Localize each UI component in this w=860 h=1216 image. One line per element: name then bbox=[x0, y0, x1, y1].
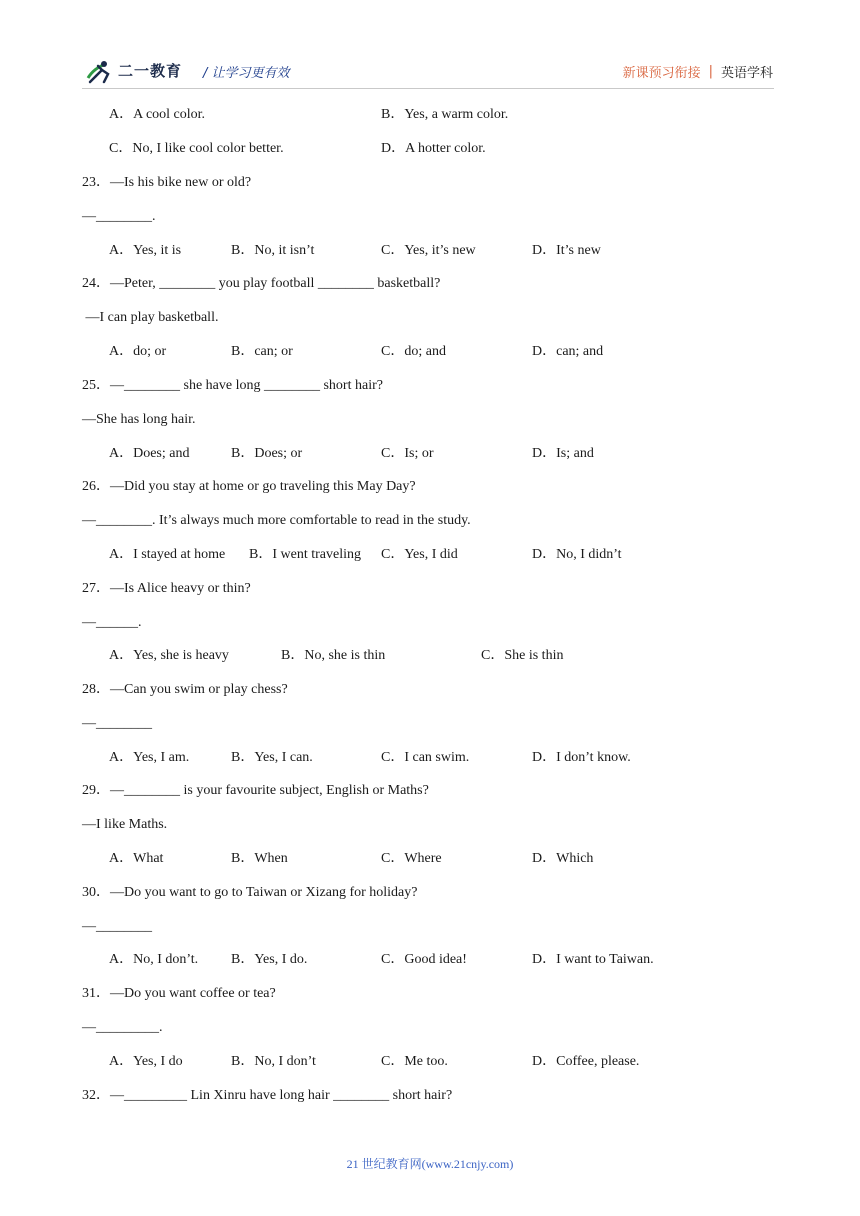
q28-reply: —________ bbox=[82, 716, 152, 731]
q23-option-c: C．Yes, it’s new bbox=[381, 243, 476, 258]
q26-option-c: C．Yes, I did bbox=[381, 547, 458, 562]
q30-option-b: B．Yes, I do. bbox=[231, 952, 308, 967]
q24-stem: 24．—Peter, ________ you play football ________ basketball? bbox=[82, 276, 441, 291]
q23-option-a: A．Yes, it is bbox=[109, 243, 182, 258]
q22-option-c: C．No, I like cool color better. bbox=[109, 141, 284, 156]
header-separator: | bbox=[708, 64, 713, 79]
q24-option-a: A．do; or bbox=[109, 344, 167, 359]
q28-option-c: C．I can swim. bbox=[381, 750, 470, 765]
q30-reply: —________ bbox=[82, 919, 152, 934]
q23-reply: —________. bbox=[82, 209, 156, 224]
q29-option-a: A．What bbox=[109, 851, 164, 866]
q25-stem: 25．—________ she have long ________ short hair? bbox=[82, 378, 383, 393]
q23-stem: 23．—Is his bike new or old? bbox=[82, 175, 252, 190]
q24-option-d: D．can; and bbox=[532, 344, 604, 359]
slogan: / 让学习更有效 bbox=[203, 66, 290, 81]
q27-option-a: A．Yes, she is heavy bbox=[109, 648, 229, 663]
q27-option-c: C．She is thin bbox=[481, 648, 564, 663]
q26-option-a: A．I stayed at home bbox=[109, 547, 226, 562]
q29-reply: —I like Maths. bbox=[82, 817, 168, 832]
q31-option-d: D．Coffee, please. bbox=[532, 1054, 640, 1069]
q24-option-b: B．can; or bbox=[231, 344, 293, 359]
q29-option-c: C．Where bbox=[381, 851, 442, 866]
q30-option-c: C．Good idea! bbox=[381, 952, 467, 967]
q25-reply: —She has long hair. bbox=[82, 412, 196, 427]
q24-reply: —I can play basketball. bbox=[82, 310, 219, 325]
header-divider bbox=[82, 88, 774, 89]
q30-stem: 30．—Do you want to go to Taiwan or Xizang for holiday? bbox=[82, 885, 418, 900]
q29-stem: 29．—________ is your favourite subject, English or Maths? bbox=[82, 783, 429, 798]
q28-option-d: D．I don’t know. bbox=[532, 750, 631, 765]
q24-option-c: C．do; and bbox=[381, 344, 446, 359]
q29-option-b: B．When bbox=[231, 851, 288, 866]
page-footer: 21 世纪教育网(www.21cnjy.com) bbox=[346, 1157, 514, 1171]
q27-stem: 27．—Is Alice heavy or thin? bbox=[82, 581, 251, 596]
logo-text: 二一教育 bbox=[118, 62, 183, 80]
runner-logo-icon bbox=[84, 56, 118, 90]
q28-option-a: A．Yes, I am. bbox=[109, 750, 190, 765]
header-right bbox=[623, 62, 773, 81]
q25-option-c: C．Is; or bbox=[381, 446, 434, 461]
q27-option-b: B．No, she is thin bbox=[281, 648, 386, 663]
q27-reply: —______. bbox=[82, 615, 142, 630]
q23-option-b: B．No, it isn’t bbox=[231, 243, 315, 258]
page-header bbox=[0, 0, 860, 100]
q28-option-b: B．Yes, I can. bbox=[231, 750, 313, 765]
logo bbox=[84, 56, 194, 90]
q22-option-a: A．A cool color. bbox=[109, 107, 206, 122]
q26-stem: 26．—Did you stay at home or go traveling this May Day? bbox=[82, 479, 416, 494]
q31-option-b: B．No, I don’t bbox=[231, 1054, 316, 1069]
q31-stem: 31．—Do you want coffee or tea? bbox=[82, 986, 276, 1001]
subject-label: 英语学科 bbox=[720, 66, 773, 81]
q25-option-b: B．Does; or bbox=[231, 446, 303, 461]
q22-option-d: D．A hotter color. bbox=[381, 141, 486, 156]
q32-stem: 32．—_________ Lin Xinru have long hair ________ short hair? bbox=[82, 1088, 453, 1103]
q30-option-d: D．I want to Taiwan. bbox=[532, 952, 654, 967]
q25-option-d: D．Is; and bbox=[532, 446, 594, 461]
q26-reply: —________. It’s always much more comfortable to read in the study. bbox=[82, 513, 471, 528]
q29-option-d: D．Which bbox=[532, 851, 594, 866]
q30-option-a: A．No, I don’t. bbox=[109, 952, 199, 967]
q31-option-a: A．Yes, I do bbox=[109, 1054, 183, 1069]
q26-option-b: B．I went traveling bbox=[249, 547, 361, 562]
q22-option-b: B．Yes, a warm color. bbox=[381, 107, 509, 122]
q31-reply: —_________. bbox=[82, 1020, 163, 1035]
q23-option-d: D．It’s new bbox=[532, 243, 601, 258]
q31-option-c: C．Me too. bbox=[381, 1054, 448, 1069]
q26-option-d: D．No, I didn’t bbox=[532, 547, 622, 562]
q28-stem: 28．—Can you swim or play chess? bbox=[82, 682, 288, 697]
course-label: 新课预习衔接 bbox=[622, 66, 701, 81]
q25-option-a: A．Does; and bbox=[109, 446, 190, 461]
